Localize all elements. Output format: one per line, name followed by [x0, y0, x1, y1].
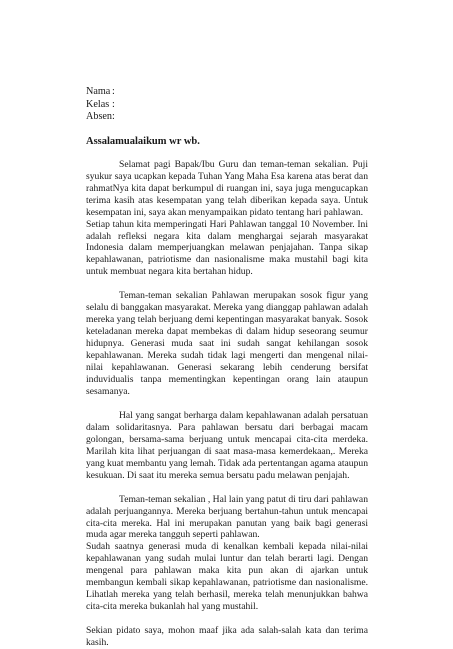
paragraph-closing: Sekian pidato saya, mohon maaf jika ada salah-salah kata dan terima kasih.: [86, 625, 368, 649]
paragraph-persatuan: Hal yang sangat berharga dalam kepahlawanan adalah persatuan dalam solidaritasnya. Para pahlawan bersatu dari berbagai macam golongan, bersama-sama berjuang untuk mencapai cita-cita merdeka. Marilah kita lihat perjuangan di saat masa-masa kemerdekaan,. Mereka yang kuat membantu yang lemah. Tidak ada pertentangan agama ataupun kesukuan. Di saat itu mereka semua bersatu padu melawan penjajah.: [86, 409, 368, 481]
paragraph-sosok-figur: Teman-teman sekalian Pahlawan merupakan sosok figur yang selalu di banggakan masyarakat. Mereka yang dianggap pahlawan adalah mereka yang telah berjuang demi kepentingan masyarakat banyak. Sosok keteladanan mereka dapat membekas di dalam hidup seseorang seumur hidupnya. Generasi muda saat ini sudah sangat kehilangan sosok kepahlawanan. Mereka sudah tidak lagi mengerti dan mengenal nilai-nilai kepahlawanan. Generasi sekarang lebih cenderung bersifat induvidualis tanpa mementingkan kepentingan orang lain ataupun sesamanya.: [86, 290, 368, 397]
kelas-label: Kelas: [86, 98, 110, 110]
absen-colon: :: [112, 111, 115, 123]
paragraph-perjuangan: Teman-teman sekalian , Hal lain yang patut di tiru dari pahlawan adalah perjuangannya. Mereka berjuang bertahun-tahun untuk mencapai cita-cita mereka. Hal ini merupakan panutan yang baik bagi generasi muda agar mereka tangguh seperti pahlawan.: [86, 493, 368, 541]
paragraph-opening: Selamat pagi Bapak/Ibu Guru dan teman-teman sekalian. Puji syukur saya ucapkan kepada Tuhan Yang Maha Esa karena atas berat dan rahmatNya kita dapat berkumpul di ruangan ini, saya juga mengucapkan terima kasih atas kesempatan yang telah diberikan kepada saya. Untuk kesempatan ini, saya akan menyampaikan pidato tentang hari pahlawan.: [86, 158, 368, 218]
kelas-colon: :: [112, 98, 115, 110]
absen-label: Absen: [86, 111, 113, 123]
paragraph-hari-pahlawan: Setiap tahun kita memperingati Hari Pahlawan tanggal 10 November. Ini adalah refleksi negara kita dalam menghargai sejarah masyarakat Indonesia dalam memperjuangkan melawan penjajahan. Tanpa sikap kepahlawanan, patriotisme dan nasionalisme maka mustahil bagi kita untuk membuat negara kita bertahan hidup.: [86, 218, 368, 278]
identity-block: [86, 86, 368, 124]
nama-colon: :: [112, 86, 115, 97]
paragraph-generasi-muda: Sudah saatnya generasi muda di kenalkan kembali kepada nilai-nilai kepahlawanan yang sudah mulai luntur dan telah berarti lagi. Dengan mengenal para pahlawan maka kita pun akan di ajarkan untuk membangun kembali sikap kepahlawanan, patriotisme dan nasionalisme. Lihatlah mereka yang telah berhasil, mereka telah menunjukkan bahwa cita-cita mereka bukanlah hal yang mustahil.: [86, 541, 368, 613]
absen-row: [86, 111, 368, 124]
nama-label: Nama: [86, 86, 111, 97]
nama-row: [86, 86, 368, 99]
greeting-heading: Assalamualaikum wr wb.: [86, 135, 200, 147]
kelas-row: [86, 99, 368, 112]
